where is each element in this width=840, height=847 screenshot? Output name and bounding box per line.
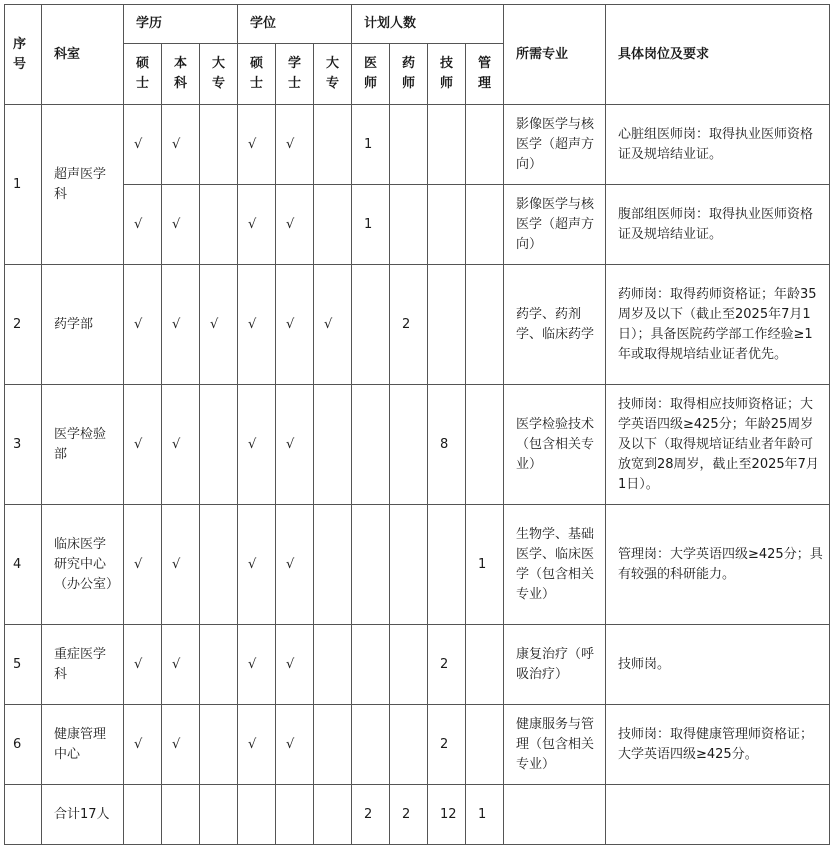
cell-requirement: 管理岗：大学英语四级≥425分；具有较强的科研能力。 — [606, 505, 830, 625]
total-plan-technician: 12 — [428, 785, 466, 845]
cell-deg-bachelor: √ — [276, 105, 314, 185]
header-degree: 学位 — [238, 5, 352, 44]
cell-deg-college — [314, 505, 352, 625]
total-empty — [276, 785, 314, 845]
cell-deg-master: √ — [238, 265, 276, 385]
cell-edu-bachelor: √ — [162, 185, 200, 265]
header-edu-bachelor: 本科 — [162, 44, 200, 105]
cell-deg-bachelor: √ — [276, 625, 314, 705]
recruitment-table — [4, 4, 830, 845]
cell-requirement: 药师岗：取得药师资格证；年龄35周岁及以下（截止至2025年7月1日）；具备医院药学部工作经验≥1年或取得规培结业证者优先。 — [606, 265, 830, 385]
table-row — [5, 705, 830, 785]
cell-plan-technician — [428, 505, 466, 625]
cell-plan-management — [466, 625, 504, 705]
total-empty — [504, 785, 606, 845]
cell-edu-master: √ — [124, 505, 162, 625]
cell-major: 影像医学与核医学（超声方向） — [504, 105, 606, 185]
cell-requirement: 技师岗：取得健康管理师资格证；大学英语四级≥425分。 — [606, 705, 830, 785]
cell-edu-master: √ — [124, 105, 162, 185]
cell-plan-physician: 1 — [352, 185, 390, 265]
cell-plan-pharmacist — [390, 105, 428, 185]
cell-edu-master: √ — [124, 385, 162, 505]
cell-major: 康复治疗（呼吸治疗） — [504, 625, 606, 705]
cell-plan-pharmacist: 2 — [390, 265, 428, 385]
row-dept: 超声医学科 — [42, 105, 124, 265]
total-row — [5, 785, 830, 845]
header-seq: 序号 — [5, 5, 42, 105]
cell-plan-physician: 1 — [352, 105, 390, 185]
total-empty — [314, 785, 352, 845]
cell-plan-physician — [352, 625, 390, 705]
header-deg-bachelor: 学士 — [276, 44, 314, 105]
row-seq: 1 — [5, 105, 42, 265]
cell-plan-pharmacist — [390, 705, 428, 785]
cell-plan-technician: 2 — [428, 705, 466, 785]
row-dept: 临床医学研究中心（办公室） — [42, 505, 124, 625]
cell-deg-master: √ — [238, 625, 276, 705]
table-row — [5, 265, 830, 385]
cell-edu-college — [200, 105, 238, 185]
cell-deg-bachelor: √ — [276, 185, 314, 265]
cell-deg-college — [314, 185, 352, 265]
cell-plan-technician: 2 — [428, 625, 466, 705]
cell-major: 医学检验技术（包含相关专业） — [504, 385, 606, 505]
cell-plan-physician — [352, 385, 390, 505]
table-row — [5, 105, 830, 185]
cell-plan-pharmacist — [390, 385, 428, 505]
cell-edu-master: √ — [124, 705, 162, 785]
cell-edu-bachelor: √ — [162, 385, 200, 505]
cell-edu-master: √ — [124, 625, 162, 705]
cell-edu-college — [200, 625, 238, 705]
cell-plan-physician — [352, 265, 390, 385]
table-row — [5, 385, 830, 505]
total-empty — [200, 785, 238, 845]
cell-plan-management — [466, 705, 504, 785]
row-seq: 6 — [5, 705, 42, 785]
cell-edu-bachelor: √ — [162, 105, 200, 185]
row-dept: 药学部 — [42, 265, 124, 385]
header-major: 所需专业 — [504, 5, 606, 105]
cell-plan-technician: 8 — [428, 385, 466, 505]
cell-deg-master: √ — [238, 705, 276, 785]
cell-deg-master: √ — [238, 505, 276, 625]
cell-plan-pharmacist — [390, 505, 428, 625]
total-empty — [124, 785, 162, 845]
cell-major: 药学、药剂学、临床药学 — [504, 265, 606, 385]
header-education: 学历 — [124, 5, 238, 44]
header-plan-technician: 技师 — [428, 44, 466, 105]
cell-plan-pharmacist — [390, 625, 428, 705]
cell-major: 健康服务与管理（包含相关专业） — [504, 705, 606, 785]
cell-requirement: 心脏组医师岗：取得执业医师资格证及规培结业证。 — [606, 105, 830, 185]
header-edu-master: 硕士 — [124, 44, 162, 105]
cell-plan-management — [466, 385, 504, 505]
total-empty — [162, 785, 200, 845]
cell-major: 生物学、基础医学、临床医学（包含相关专业） — [504, 505, 606, 625]
cell-edu-bachelor: √ — [162, 265, 200, 385]
header-plan-physician: 医师 — [352, 44, 390, 105]
cell-plan-management — [466, 185, 504, 265]
header-deg-master: 硕士 — [238, 44, 276, 105]
cell-deg-master: √ — [238, 105, 276, 185]
header-plan-pharmacist: 药师 — [390, 44, 428, 105]
cell-edu-college: √ — [200, 265, 238, 385]
cell-edu-bachelor: √ — [162, 625, 200, 705]
cell-deg-college — [314, 705, 352, 785]
table-row — [5, 625, 830, 705]
header-dept: 科室 — [42, 5, 124, 105]
row-dept: 重症医学科 — [42, 625, 124, 705]
row-seq: 3 — [5, 385, 42, 505]
cell-requirement: 技师岗：取得相应技师资格证；大学英语四级≥425分；年龄25周岁及以下（取得规培证结业者年龄可放宽到28周岁，截止至2025年7月1日）。 — [606, 385, 830, 505]
cell-edu-college — [200, 385, 238, 505]
header-edu-college: 大专 — [200, 44, 238, 105]
cell-edu-bachelor: √ — [162, 505, 200, 625]
header-plan: 计划人数 — [352, 5, 504, 44]
cell-deg-college: √ — [314, 265, 352, 385]
cell-deg-master: √ — [238, 385, 276, 505]
cell-plan-management: 1 — [466, 505, 504, 625]
cell-deg-bachelor: √ — [276, 505, 314, 625]
cell-deg-master: √ — [238, 185, 276, 265]
header-requirement: 具体岗位及要求 — [606, 5, 830, 105]
total-empty — [606, 785, 830, 845]
table-row — [5, 505, 830, 625]
total-plan-physician: 2 — [352, 785, 390, 845]
cell-edu-college — [200, 185, 238, 265]
cell-deg-college — [314, 625, 352, 705]
header-deg-college: 大专 — [314, 44, 352, 105]
cell-requirement: 技师岗。 — [606, 625, 830, 705]
row-dept: 医学检验部 — [42, 385, 124, 505]
cell-deg-college — [314, 385, 352, 505]
cell-requirement: 腹部组医师岗：取得执业医师资格证及规培结业证。 — [606, 185, 830, 265]
cell-deg-bachelor: √ — [276, 705, 314, 785]
cell-major: 影像医学与核医学（超声方向） — [504, 185, 606, 265]
cell-plan-technician — [428, 265, 466, 385]
row-dept: 健康管理中心 — [42, 705, 124, 785]
row-seq: 4 — [5, 505, 42, 625]
cell-plan-management — [466, 105, 504, 185]
cell-edu-master: √ — [124, 185, 162, 265]
total-plan-management: 1 — [466, 785, 504, 845]
cell-deg-bachelor: √ — [276, 385, 314, 505]
cell-edu-bachelor: √ — [162, 705, 200, 785]
cell-edu-college — [200, 705, 238, 785]
cell-edu-master: √ — [124, 265, 162, 385]
row-seq: 5 — [5, 625, 42, 705]
cell-plan-physician — [352, 705, 390, 785]
cell-plan-management — [466, 265, 504, 385]
cell-plan-pharmacist — [390, 185, 428, 265]
cell-edu-college — [200, 505, 238, 625]
total-empty — [238, 785, 276, 845]
total-label: 合计17人 — [42, 785, 124, 845]
header-plan-management: 管理 — [466, 44, 504, 105]
table-row — [5, 185, 830, 265]
cell-plan-technician — [428, 185, 466, 265]
cell-plan-technician — [428, 105, 466, 185]
cell-plan-physician — [352, 505, 390, 625]
row-seq: 2 — [5, 265, 42, 385]
total-seq — [5, 785, 42, 845]
cell-deg-bachelor: √ — [276, 265, 314, 385]
cell-deg-college — [314, 105, 352, 185]
total-plan-pharmacist: 2 — [390, 785, 428, 845]
